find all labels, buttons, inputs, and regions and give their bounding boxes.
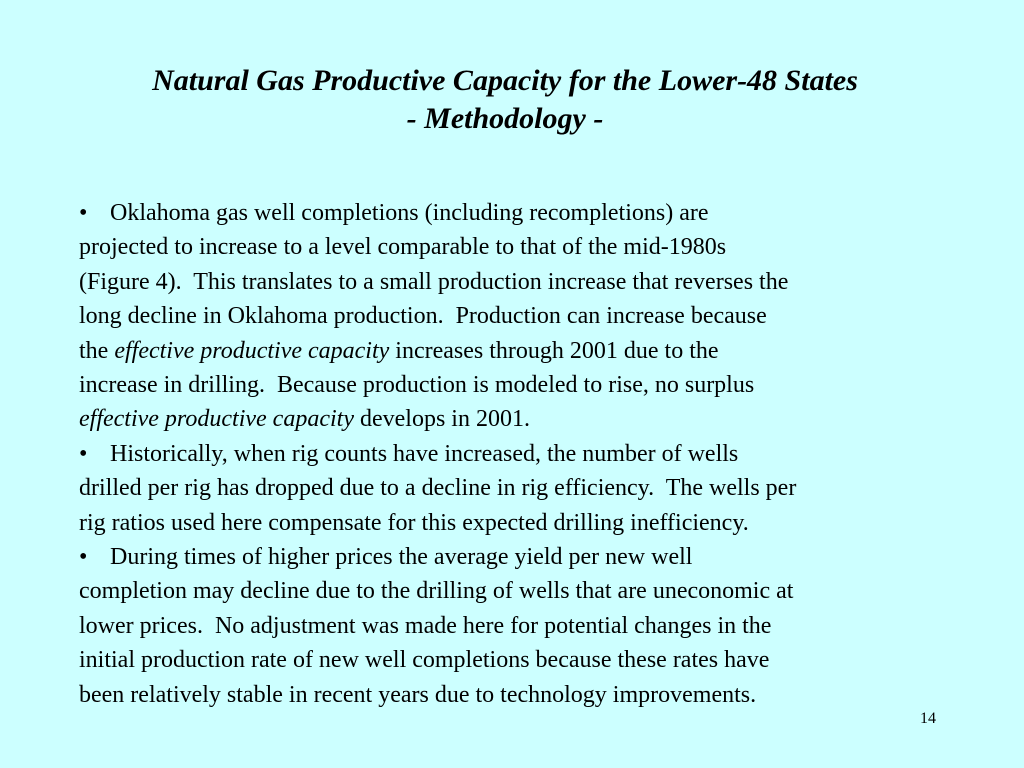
- text-line: [79, 574, 949, 608]
- bullet-paragraph: [79, 540, 949, 712]
- text-segment: (Figure 4). This translates to a small production increase that reverses the: [79, 268, 789, 295]
- text-segment: rig ratios used here compensate for this expected drilling inefficiency.: [79, 509, 749, 536]
- bullet-marker: •: [79, 200, 88, 226]
- slide-title-line-1: Natural Gas Productive Capacity for the Lower-48 States: [152, 64, 858, 97]
- slide-title-line-2: - Methodology -: [406, 102, 604, 135]
- text-segment: increase in drilling. Because production is modeled to rise, no surplus: [79, 372, 755, 399]
- slide-body: [79, 196, 949, 712]
- text-segment: Oklahoma gas well completions (including recompletions) are: [110, 200, 709, 226]
- text-line: [79, 402, 949, 436]
- italic-text: effective productive capacity: [114, 337, 390, 364]
- text-line: [79, 609, 949, 643]
- bullet-paragraph: [79, 196, 949, 437]
- text-line: [79, 230, 949, 264]
- slide-title: [0, 62, 1010, 138]
- text-segment: drilled per rig has dropped due to a decline in rig efficiency. The wells per: [79, 475, 797, 502]
- text-line: [79, 471, 949, 505]
- text-segment: increases through 2001 due to the: [389, 337, 719, 364]
- text-line: [79, 265, 949, 299]
- text-line: [79, 506, 949, 540]
- text-line: [79, 299, 949, 333]
- text-line: [79, 196, 949, 230]
- text-segment: been relatively stable in recent years due to technology improvements.: [79, 681, 757, 708]
- text-segment: projected to increase to a level comparable to that of the mid-1980s: [79, 234, 727, 261]
- page-number: 14: [920, 710, 936, 727]
- text-line: [79, 540, 949, 574]
- text-segment: develops in 2001.: [353, 406, 530, 433]
- text-segment: lower prices. No adjustment was made here for potential changes in the: [79, 612, 772, 639]
- bullet-paragraph: [79, 437, 949, 540]
- text-segment: initial production rate of new well completions because these rates have: [79, 647, 770, 674]
- bullet-marker: •: [79, 440, 88, 467]
- text-line: [79, 437, 949, 471]
- text-segment: long decline in Oklahoma production. Production can increase because: [79, 303, 767, 330]
- text-line: [79, 334, 949, 368]
- text-segment: completion may decline due to the drilling of wells that are uneconomic at: [79, 578, 794, 605]
- text-segment: Historically, when rig counts have increased, the number of wells: [110, 440, 739, 467]
- bullet-marker: •: [79, 544, 88, 571]
- text-segment: During times of higher prices the average yield per new well: [110, 544, 693, 571]
- text-line: [79, 643, 949, 677]
- text-segment: the: [79, 337, 115, 364]
- text-line: [79, 368, 949, 402]
- italic-text: effective productive capacity: [79, 406, 354, 433]
- text-line: [79, 678, 949, 712]
